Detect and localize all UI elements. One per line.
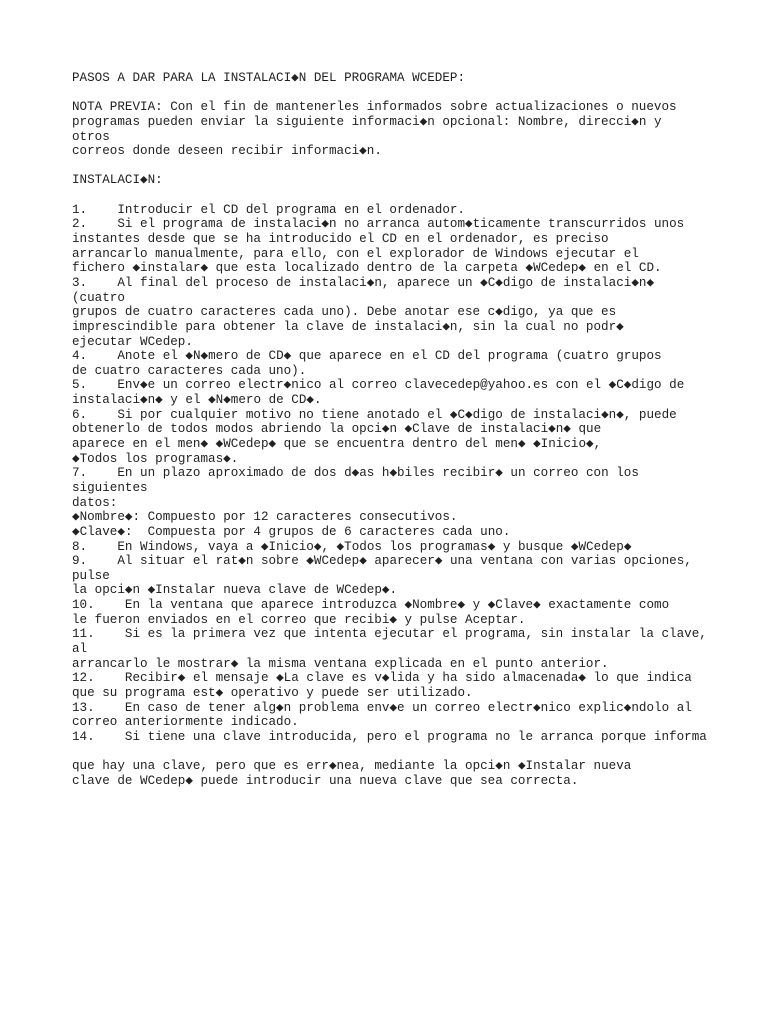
document-line: arrancarlo le mostrar◆ la misma ventana explicada en el punto anterior.	[72, 656, 609, 671]
document-line: PASOS A DAR PARA LA INSTALACI◆N DEL PROGRAMA WCEDEP:	[72, 71, 466, 85]
document-line: 6. Si por cualquier motivo no tiene anotado el ◆C◆digo de instalaci◆n◆, puede	[72, 407, 677, 422]
document-line: aparece en el men◆ ◆WCedep◆ que se encuentra dentro del men◆ ◆Inicio◆,	[72, 437, 602, 452]
document-line: 14. Si tiene una clave introducida, pero el programa no le arranca porque informa	[72, 729, 707, 744]
document-line: 3. Al final del proceso de instalaci◆n, aparece un ◆C◆digo de instalaci◆n◆	[72, 275, 655, 290]
document-line: 11. Si es la primera vez que intenta ejecutar el programa, sin instalar la clave,	[72, 627, 707, 642]
document-line: 4. Anote el ◆N◆mero de CD◆ que aparece en el CD del programa (cuatro grupos	[72, 349, 662, 364]
document-line: le fueron enviados en el correo que recibi◆ y pulse Aceptar.	[72, 612, 526, 627]
document-line: ◆Nombre◆: Compuesto por 12 caracteres consecutivos.	[72, 510, 458, 525]
document-line: 7. En un plazo aproximado de dos d◆as h◆biles recibir◆ un correo con los	[72, 466, 639, 481]
document-line	[72, 744, 762, 759]
document-line: grupos de cuatro caracteres cada uno). Debe anotar ese c◆digo, ya que es	[72, 305, 617, 320]
document-line: que hay una clave, pero que es err◆nea, mediante la opci◆n ◆Instalar nueva	[72, 759, 632, 774]
document-line: de cuatro caracteres cada uno).	[72, 363, 307, 378]
document-line: 9. Al situar el rat◆n sobre ◆WCedep◆ aparecer◆ una ventana con varias opciones,	[72, 554, 692, 569]
document-line: ejecutar WCedep.	[72, 334, 193, 349]
document-line: pulse	[72, 568, 110, 583]
document-line	[72, 159, 762, 174]
document-line: al	[72, 641, 88, 656]
document-line: ◆Clave◆: Compuesta por 4 grupos de 6 caracteres cada uno.	[72, 524, 511, 539]
document-line: datos:	[72, 495, 118, 510]
document-line: siguientes	[72, 480, 148, 495]
document-line	[72, 188, 762, 203]
document-line: INSTALACI◆N:	[72, 173, 163, 188]
document-line: 2. Si el programa de instalaci◆n no arranca autom◆ticamente transcurridos unos	[72, 217, 685, 232]
document-line: que su programa est◆ operativo y puede ser utilizado.	[72, 685, 473, 700]
document-line: programas pueden enviar la siguiente informaci◆n opcional: Nombre, direcci◆n y	[72, 114, 662, 129]
document-line: obtenerlo de todos modos abriendo la opci◆n ◆Clave de instalaci◆n◆ que	[72, 422, 602, 437]
document-line: 5. Env◆e un correo electr◆nico al correo clavecedep@yahoo.es con el ◆C◆digo de	[72, 378, 685, 393]
document-line: 10. En la ventana que aparece introduzca ◆Nombre◆ y ◆Clave◆ exactamente como	[72, 598, 670, 613]
document-line: 8. En Windows, vaya a ◆Inicio◆, ◆Todos los programas◆ y busque ◆WCedep◆	[72, 539, 632, 554]
document-line: 13. En caso de tener alg◆n problema env◆e un correo electr◆nico explic◆ndolo al	[72, 700, 692, 715]
document-line: otros	[72, 129, 110, 144]
document-line: la opci◆n ◆Instalar nueva clave de WCedep◆.	[72, 583, 398, 598]
document-line: correos donde deseen recibir informaci◆n.	[72, 144, 382, 159]
document-line: 1. Introducir el CD del programa en el ordenador.	[72, 202, 465, 217]
document-line: instantes desde que se ha introducido el CD en el ordenador, es preciso	[72, 232, 609, 247]
document-line: arrancarlo manualmente, para ello, con el explorador de Windows ejecutar el	[72, 246, 639, 261]
document-line: clave de WCedep◆ puede introducir una nueva clave que sea correcta.	[72, 773, 579, 788]
document-line: correo anteriormente indicado.	[72, 715, 299, 730]
document-line: ◆Todos los programas◆.	[72, 451, 239, 466]
document-body	[72, 71, 762, 788]
document-line: 12. Recibir◆ el mensaje ◆La clave es v◆lida y ha sido almacenada◆ lo que indica	[72, 671, 692, 686]
document-line: NOTA PREVIA: Con el fin de mantenerles informados sobre actualizaciones o nuevos	[72, 100, 677, 115]
document-line: instalaci◆n◆ y el ◆N◆mero de CD◆.	[72, 393, 322, 408]
document-line	[72, 86, 762, 101]
document-line: (cuatro	[72, 290, 125, 305]
document-line: fichero ◆instalar◆ que esta localizado dentro de la carpeta ◆WCedep◆ en el CD.	[72, 261, 662, 276]
document-line: imprescindible para obtener la clave de instalaci◆n, sin la cual no podr◆	[72, 319, 624, 334]
